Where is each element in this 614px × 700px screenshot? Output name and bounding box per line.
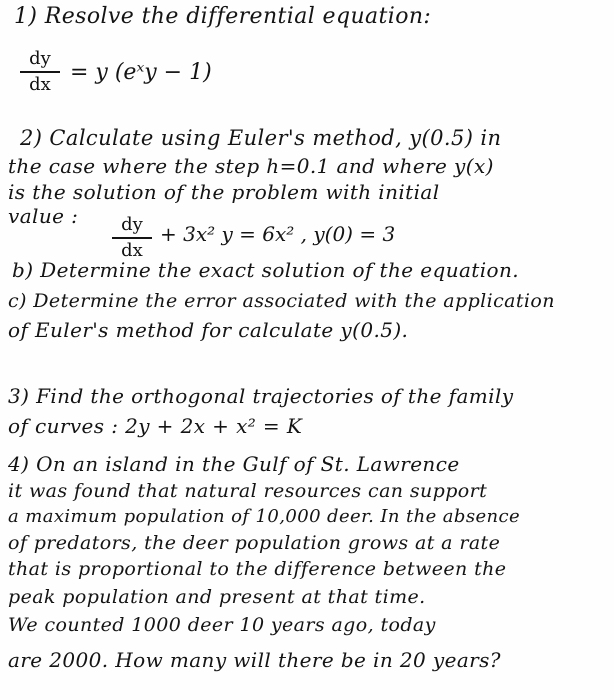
problem-2-part-b: b) Determine the exact solution of the equation. (12, 258, 520, 282)
problem-2-equation: + 3x² y = 6x² , y(0) = 3 (160, 222, 396, 246)
fraction-bar (20, 71, 60, 73)
problem-2-derivative (112, 214, 152, 262)
problem-4-line-4: of predators, the deer population grows at a rate (8, 532, 501, 554)
problem-2-part-c-line-1: c) Determine the error associated with the application (8, 290, 555, 312)
problem-4-line-5: that is proportional to the difference between the (8, 558, 507, 580)
problem-3-line-1: 3) Find the orthogonal trajectories of the family (8, 384, 514, 408)
problem-2-part-c-line-2: of Euler's method for calculate y(0.5). (8, 318, 409, 342)
fraction-bar (112, 237, 152, 239)
problem-1-numerator: dy (29, 48, 51, 69)
problem-1-derivative (20, 48, 60, 96)
problem-2-line-3: is the solution of the problem with initial (8, 180, 440, 204)
problem-4-line-6: peak population and present at that time. (8, 586, 426, 608)
problem-3-line-2: of curves : 2y + 2x + x² = K (8, 414, 303, 438)
problem-4-line-2: it was found that natural resources can support (8, 480, 488, 502)
problem-2-line-4: value : (8, 204, 79, 228)
problem-2-line-1: 2) Calculate using Euler's method, y(0.5) in (20, 126, 502, 150)
problem-4-line-8: are 2000. How many will there be in 20 years? (8, 648, 501, 672)
problem-4-line-7: We counted 1000 deer 10 years ago, today (8, 614, 436, 636)
problem-4-line-1: 4) On an island in the Gulf of St. Lawrence (8, 452, 460, 476)
problem-1-heading: 1) Resolve the differential equation: (14, 4, 432, 29)
problem-4-line-3: a maximum population of 10,000 deer. In the absence (8, 506, 521, 527)
problem-2-line-2: the case where the step h=0.1 and where y(x) (8, 154, 494, 178)
problem-2-denominator: dx (121, 240, 143, 261)
problem-2-numerator: dy (121, 214, 143, 235)
problem-1-rhs: = y (eˣy − 1) (70, 60, 212, 85)
problem-1-denominator: dx (29, 74, 51, 95)
